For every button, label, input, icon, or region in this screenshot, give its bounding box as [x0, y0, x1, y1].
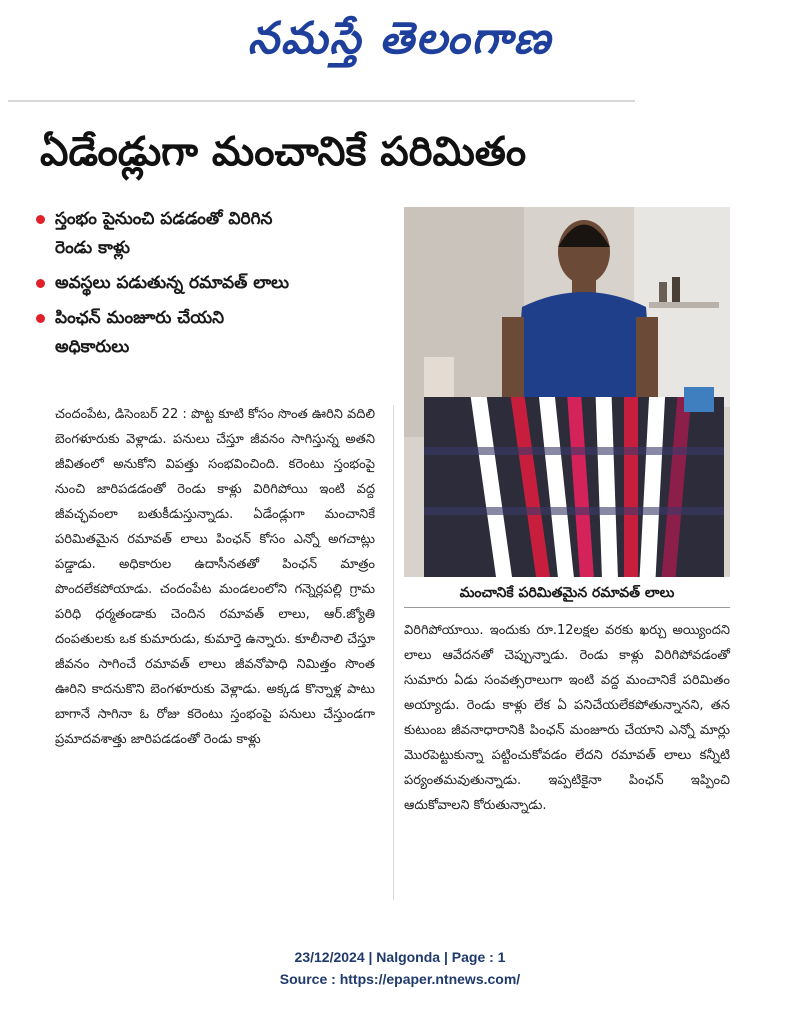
article-body-column-2: విరిగిపోయాయి. ఇందుకు రూ.12లక్షల వరకు ఖర్చు అయ్యిందని లాలు ఆవేదనతో చెప్పున్నాడు. రెండు కాళ్లు విరిగిపోవడంతో సుమారు ఏడు సంవత్సరాలుగా ఇంటి వద్ద మంచానికే పరిమితం అయ్యాడు. రెండు కాళ్లు లేక ఏ పనిచేయలేకపోతున్నానని, తన కుటుంబ జీవనాధారానికి పింఛన్ మంజూరు చేయాని ఎన్నో మార్లు మొరపెట్టుకున్నా పట్టించుకోవడం లేదని రమావత్ లాలు కన్నీటి పర్యంతమవుతున్నాడు. ఇప్పటికైనా పింఛన్ ఇప్పించి ఆదుకోవాలని కోరుతున్నాడు.	[404, 623, 730, 813]
page-footer	[0, 946, 800, 990]
bullet-dot-icon	[36, 279, 45, 288]
bullet-item	[36, 269, 396, 298]
article-body-column-1: చందంపేట, డిసెంబర్ 22 : పొట్ట కూటి కోసం సొంత ఊరిని వదిలి బెంగళూరుకు వెళ్లాడు. పనులు చేస్తూ జీవనం సాగిస్తున్న అతని జీవితంలో అనుకోని విపత్తు సంభవించింది. కరెంటు స్తంభంపై నుంచి జారిపడడంతో రెండు కాళ్లు విరిగిపోయి ఇంటి వద్ద జీవచ్ఛవంలా బతుకీడుస్తున్నాడు. ఏడేండ్లుగా మంచానికే పరిమితమైన రమావత్ లాలు పింఛన్ కోసం ఎన్నో అగచాట్లు పడ్డాడు. అధికారుల ఉదాసీనతతో పింఛన్ మాత్రం పొందలేకపోయాడు. చందంపేట మండలంలోని గన్నెర్లపల్లి గ్రామ పరిధి ధర్మతండాకు చెందిన రమావత్ లాలు, ఆర్.జ్యోతి దంపతులకు ఒక కుమారుడు, కుమార్తె ఉన్నారు. కూలీనాలి చేస్తూ జీవనం సాగించే రమావత్ లాలు జీవనోపాధి నిమిత్తం సొంత ఊరిని కాదనుకొని బెంగళూరుకు వెళ్లాడు. అక్కడ కొన్నాళ్ల పాటు బాగానే సాగినా ఓ రోజు కరెంటు స్తంభంపై పనులు చేస్తుండగా ప్రమాదవశాత్తు జారిపడడంతో రెండు కాళ్లు	[55, 407, 375, 747]
bullet-text: స్తంభం పైనుంచి పడడంతో విరిగిన రెండు కాళ్లు	[55, 209, 273, 258]
caption-rule	[404, 607, 730, 608]
bullet-dot-icon	[36, 314, 45, 323]
bullet-item	[36, 205, 396, 263]
newspaper-masthead: నమస్తే తెలంగాణ	[247, 13, 553, 64]
footer-date-edition: 23/12/2024 | Nalgonda | Page : 1	[294, 949, 506, 965]
bullet-text: అవస్థలు పడుతున్న రమావత్ లాలు	[55, 273, 289, 293]
bullet-item	[36, 304, 396, 362]
column-divider	[393, 405, 394, 900]
article-photo	[404, 207, 730, 577]
article-headline: ఏడేండ్లుగా మంచానికే పరిమితం	[40, 129, 527, 175]
highlight-bullets	[36, 205, 396, 368]
bullet-text: పింఛన్ మంజూరు చేయని అధికారులు	[55, 308, 225, 357]
bullet-dot-icon	[36, 215, 45, 224]
photo-caption: మంచానికే పరిమితమైన రమావత్ లాలు	[459, 585, 675, 601]
photo-illustration	[404, 207, 730, 577]
footer-source-link[interactable]: Source : https://epaper.ntnews.com/	[279, 971, 521, 987]
masthead-rule	[8, 100, 635, 102]
